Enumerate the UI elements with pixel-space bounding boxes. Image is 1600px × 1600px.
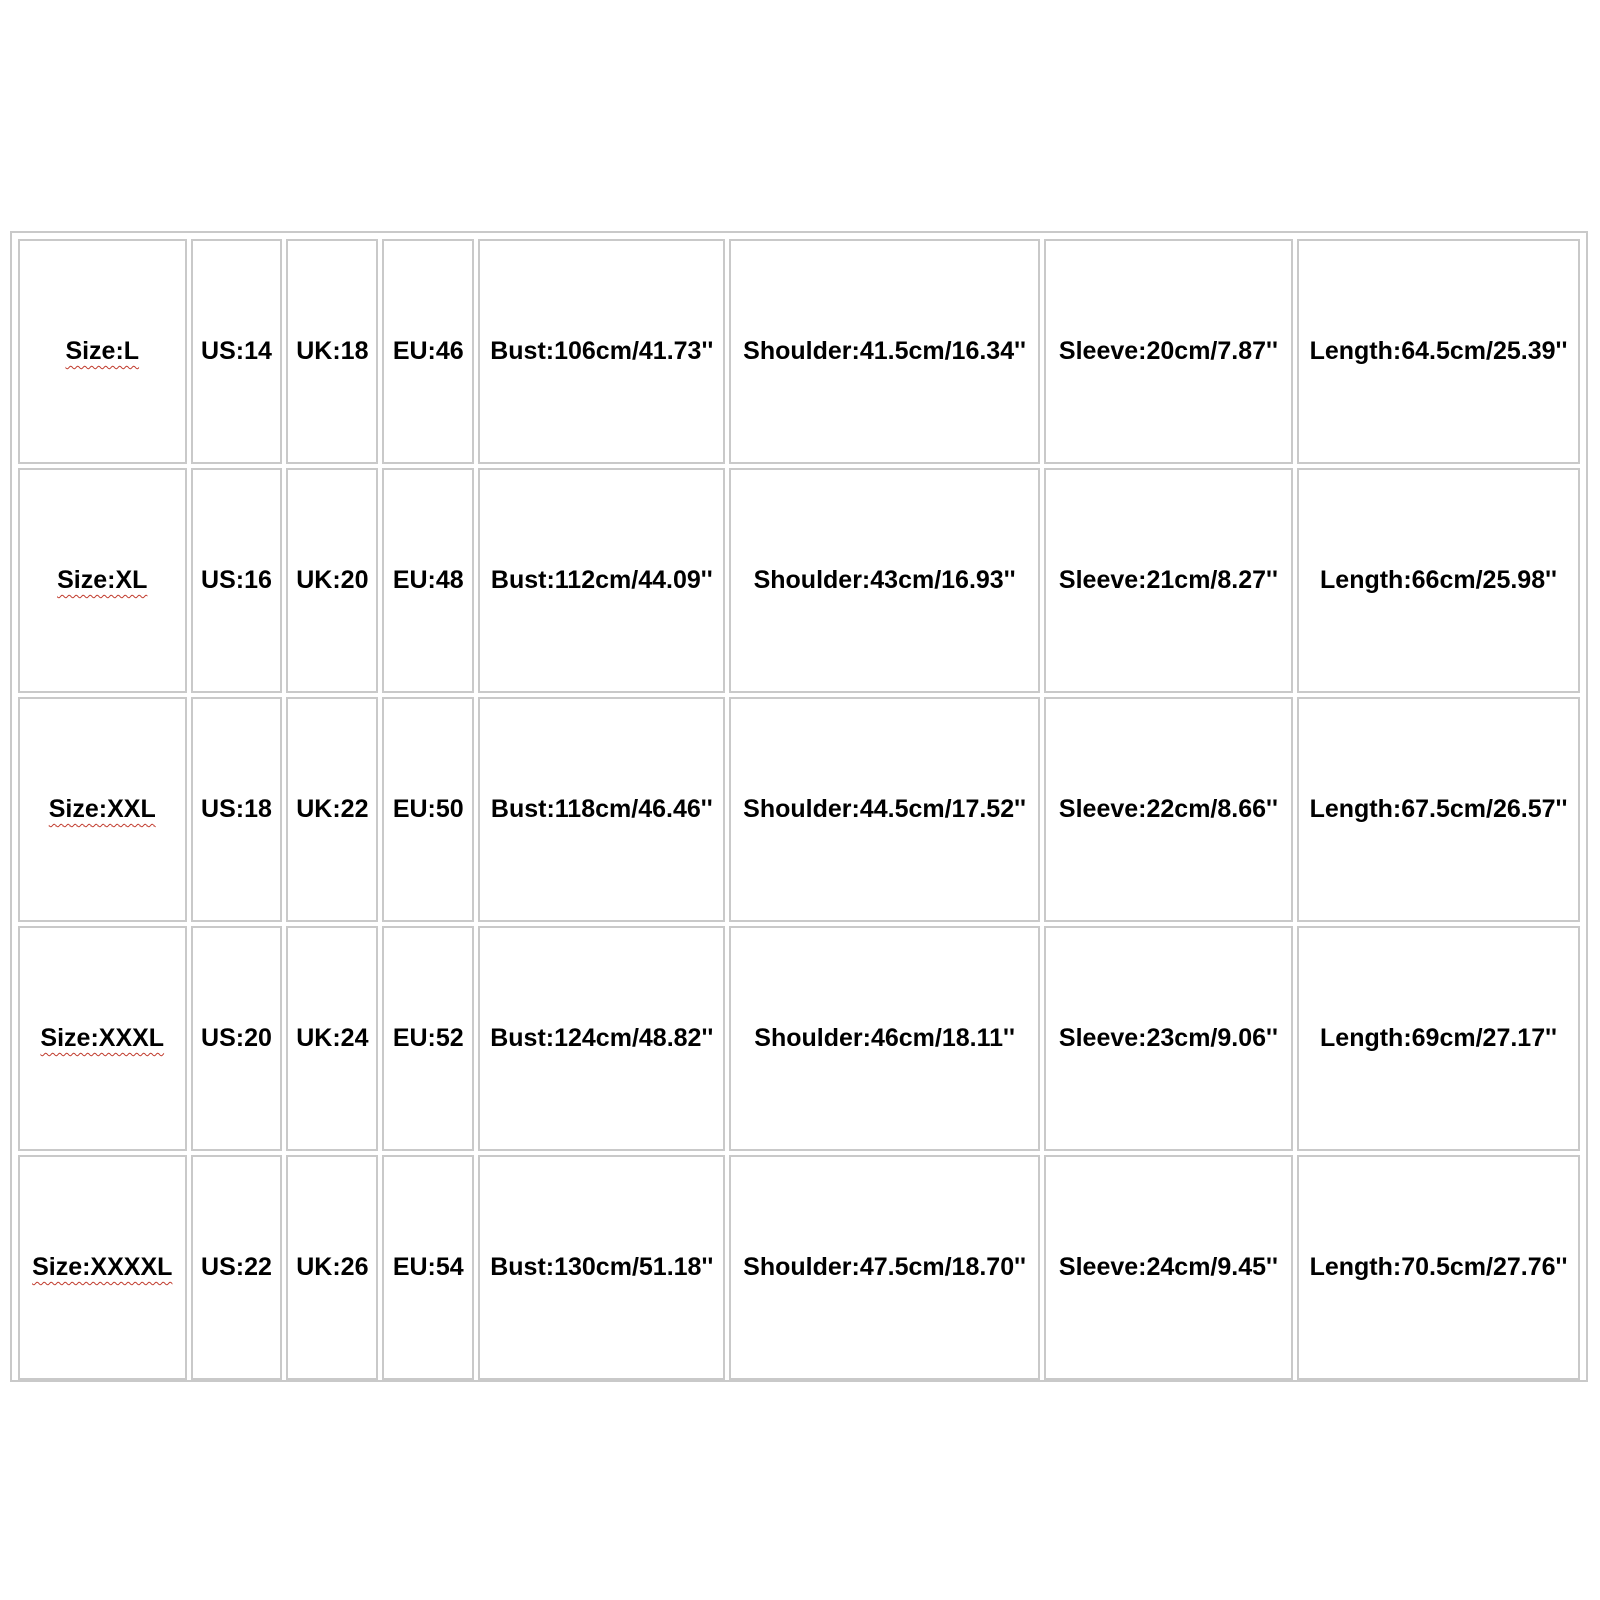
length-cell [1297, 697, 1580, 922]
table-row [18, 1155, 1580, 1380]
us-size-cell [191, 926, 283, 1151]
sleeve-cell [1044, 926, 1293, 1151]
shoulder-cell [729, 1155, 1039, 1380]
bust-cell [478, 1155, 725, 1380]
length-cell [1297, 1155, 1580, 1380]
sleeve-cell [1044, 468, 1293, 693]
sleeve-value: Sleeve:24cm/9.45'' [1058, 1253, 1278, 1281]
eu-size-cell [382, 239, 474, 464]
length-cell [1297, 468, 1580, 693]
bust-cell [478, 926, 725, 1151]
size-value: Size:XXXXL [32, 1253, 173, 1281]
shoulder-cell [729, 468, 1039, 693]
us-size-value: US:18 [201, 795, 272, 823]
us-size-cell [191, 697, 283, 922]
sleeve-cell [1044, 1155, 1293, 1380]
size-value: Size:XXL [48, 795, 156, 823]
sleeve-cell [1044, 239, 1293, 464]
size-cell [18, 926, 187, 1151]
us-size-value: US:14 [201, 337, 272, 365]
table-row [18, 468, 1580, 693]
size-value: Size:L [65, 337, 140, 365]
shoulder-value: Shoulder:46cm/18.11'' [754, 1024, 1015, 1052]
us-size-value: US:20 [201, 1024, 272, 1052]
sleeve-value: Sleeve:20cm/7.87'' [1058, 337, 1278, 365]
uk-size-value: UK:18 [296, 337, 369, 365]
table-row [18, 926, 1580, 1151]
uk-size-cell [286, 1155, 378, 1380]
eu-size-cell [382, 1155, 474, 1380]
uk-size-value: UK:26 [296, 1253, 369, 1281]
table-row [18, 697, 1580, 922]
shoulder-cell [729, 239, 1039, 464]
shoulder-value: Shoulder:43cm/16.93'' [753, 566, 1016, 594]
sleeve-value: Sleeve:22cm/8.66'' [1058, 795, 1278, 823]
length-value: Length:69cm/27.17'' [1320, 1024, 1557, 1052]
eu-size-cell [382, 697, 474, 922]
eu-size-cell [382, 926, 474, 1151]
eu-size-cell [382, 468, 474, 693]
table-row [18, 239, 1580, 464]
uk-size-value: UK:22 [296, 795, 369, 823]
bust-value: Bust:118cm/46.46'' [490, 795, 713, 823]
eu-size-value: EU:48 [392, 566, 464, 594]
length-value: Length:70.5cm/27.76'' [1309, 1253, 1568, 1281]
length-cell [1297, 926, 1580, 1151]
bust-cell [478, 468, 725, 693]
eu-size-value: EU:52 [392, 1024, 464, 1052]
length-value: Length:66cm/25.98'' [1320, 566, 1557, 594]
eu-size-value: EU:46 [392, 337, 464, 365]
eu-size-value: EU:54 [392, 1253, 464, 1281]
shoulder-cell [729, 926, 1039, 1151]
uk-size-cell [286, 468, 378, 693]
size-cell [18, 468, 187, 693]
bust-cell [478, 239, 725, 464]
length-cell [1297, 239, 1580, 464]
bust-cell [478, 697, 725, 922]
us-size-cell [191, 239, 283, 464]
sleeve-value: Sleeve:23cm/9.06'' [1058, 1024, 1278, 1052]
bust-value: Bust:112cm/44.09'' [490, 566, 713, 594]
uk-size-cell [286, 697, 378, 922]
shoulder-cell [729, 697, 1039, 922]
eu-size-value: EU:50 [392, 795, 464, 823]
shoulder-value: Shoulder:47.5cm/18.70'' [743, 1253, 1027, 1281]
size-value: Size:XXXL [40, 1024, 165, 1052]
sleeve-cell [1044, 697, 1293, 922]
size-cell [18, 239, 187, 464]
us-size-value: US:22 [201, 1253, 272, 1281]
shoulder-value: Shoulder:44.5cm/17.52'' [743, 795, 1027, 823]
length-value: Length:64.5cm/25.39'' [1309, 337, 1568, 365]
us-size-value: US:16 [201, 566, 272, 594]
size-cell [18, 1155, 187, 1380]
sleeve-value: Sleeve:21cm/8.27'' [1058, 566, 1278, 594]
length-value: Length:67.5cm/26.57'' [1309, 795, 1568, 823]
uk-size-value: UK:24 [296, 1024, 369, 1052]
bust-value: Bust:130cm/51.18'' [490, 1253, 714, 1281]
uk-size-cell [286, 239, 378, 464]
uk-size-value: UK:20 [296, 566, 369, 594]
us-size-cell [191, 468, 283, 693]
size-value: Size:XL [57, 566, 148, 594]
size-chart-table [14, 235, 1584, 1384]
size-chart-body [18, 239, 1580, 1380]
uk-size-cell [286, 926, 378, 1151]
size-chart [10, 231, 1588, 1382]
bust-value: Bust:106cm/41.73'' [490, 337, 714, 365]
shoulder-value: Shoulder:41.5cm/16.34'' [743, 337, 1027, 365]
us-size-cell [191, 1155, 283, 1380]
bust-value: Bust:124cm/48.82'' [490, 1024, 714, 1052]
size-cell [18, 697, 187, 922]
